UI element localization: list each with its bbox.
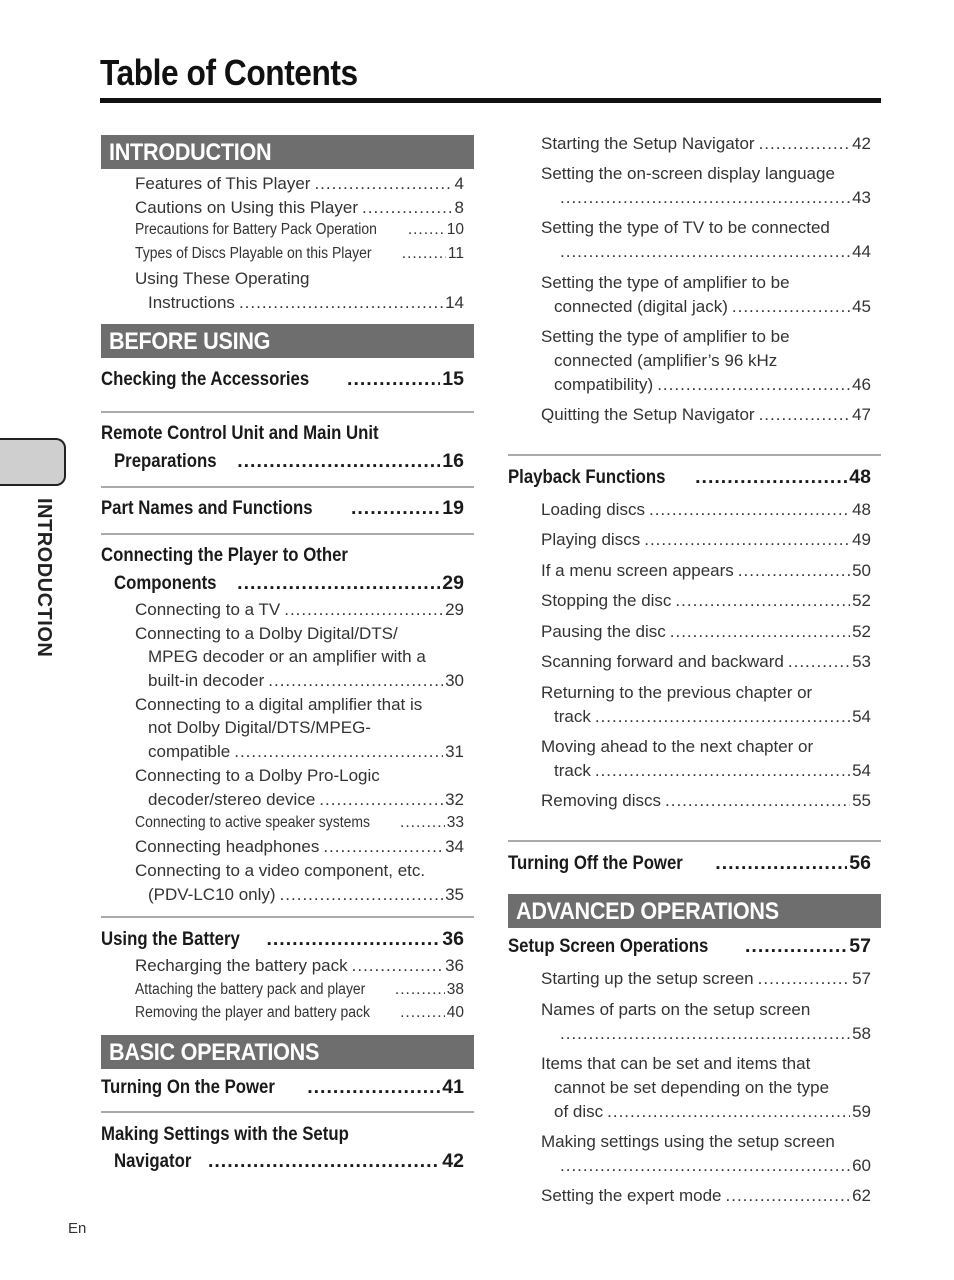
toc-entry-line1: Items that can be set and items that (541, 1054, 811, 1073)
toc-entry[interactable]: compatible ..... 31 (148, 742, 464, 762)
toc-chapter-power-on[interactable]: Turning On the Power ..... 41 (101, 1076, 464, 1099)
separator (101, 411, 474, 413)
toc-entry[interactable]: ..... 58 (560, 1024, 871, 1044)
toc-chapter-line1: Making Settings with the Setup (101, 1123, 349, 1145)
toc-entry[interactable]: Quitting the Setup Navigator ..... 47 (541, 405, 871, 425)
toc-chapter-setup-navigator[interactable]: Navigator ..... 42 (114, 1150, 464, 1173)
toc-entry[interactable]: track ..... 54 (554, 761, 871, 781)
toc-entry[interactable]: If a menu screen appears ..... 50 (541, 561, 871, 581)
toc-entry-line1: Names of parts on the setup screen (541, 1000, 811, 1019)
section-header-advanced-operations: ADVANCED OPERATIONS (508, 894, 881, 928)
toc-entry[interactable]: Scanning forward and backward ..... 53 (541, 652, 871, 672)
toc-chapter-setup-screen[interactable]: Setup Screen Operations ..... 57 (508, 935, 871, 958)
toc-entry[interactable]: (PDV-LC10 only) ..... 35 (148, 885, 464, 905)
toc-entry[interactable]: Connecting headphones ..... 34 (135, 837, 464, 857)
toc-entry-line1: Moving ahead to the next chapter or (541, 737, 814, 756)
toc-entry[interactable]: compatibility) ..... 46 (554, 375, 871, 395)
separator (101, 1111, 474, 1113)
footer-language-label: En (68, 1220, 87, 1237)
toc-entry[interactable]: Removing discs ..... 55 (541, 791, 871, 811)
toc-entry[interactable]: Connecting to active speaker systems ..... 33 (135, 814, 464, 832)
section-header-before-using: BEFORE USING (101, 324, 474, 358)
toc-chapter-connecting[interactable]: Components ..... 29 (114, 572, 464, 595)
toc-entry-line1: Setting the type of amplifier to be (541, 327, 790, 346)
separator (508, 840, 881, 842)
toc-entry-line1: Using These Operating (135, 269, 310, 288)
toc-chapter-power-off[interactable]: Turning Off the Power ..... 56 (508, 852, 871, 875)
toc-entry[interactable]: Types of Discs Playable on this Player ..... 11 (135, 245, 464, 263)
toc-entry[interactable]: ..... 43 (560, 188, 871, 208)
side-tab-label: INTRODUCTION (33, 498, 55, 658)
toc-entry[interactable]: Stopping the disc ..... 52 (541, 591, 871, 611)
toc-chapter-line1: Connecting the Player to Other (101, 544, 348, 566)
toc-entry[interactable]: Playing discs ..... 49 (541, 530, 871, 550)
separator (508, 454, 881, 456)
toc-entry-line1: Connecting to a digital amplifier that is (135, 695, 423, 714)
toc-entry-line1: Connecting to a Dolby Digital/DTS/ (135, 624, 398, 643)
page-title: Table of Contents (100, 52, 358, 93)
toc-entry-line2: cannot be set depending on the type (554, 1078, 830, 1097)
toc-entry[interactable]: Removing the player and battery pack ..... 40 (135, 1004, 464, 1022)
toc-entry-line1: Returning to the previous chapter or (541, 683, 813, 702)
toc-chapter-remote-control[interactable]: Preparations ..... 16 (114, 450, 464, 473)
toc-entry[interactable]: Precautions for Battery Pack Operation ..... 10 (135, 221, 464, 239)
toc-chapter-checking-accessories[interactable]: Checking the Accessories ..... 15 (101, 368, 464, 391)
separator (101, 486, 474, 488)
toc-entry[interactable]: Starting up the setup screen ..... 57 (541, 969, 871, 989)
toc-entry[interactable]: ..... 44 (560, 242, 871, 262)
toc-entry[interactable]: built-in decoder ..... 30 (148, 671, 464, 691)
toc-entry-line2: not Dolby Digital/DTS/MPEG- (148, 718, 371, 737)
toc-entry-line2: MPEG decoder or an amplifier with a (148, 647, 426, 666)
toc-entry[interactable]: Connecting to a TV ..... 29 (135, 600, 464, 620)
toc-chapter-line1: Remote Control Unit and Main Unit (101, 422, 379, 444)
toc-chapter-battery[interactable]: Using the Battery ..... 36 (101, 928, 464, 951)
toc-entry-line1: Setting the type of TV to be connected (541, 218, 830, 237)
title-rule (100, 98, 881, 103)
toc-entry-line1: Connecting to a video component, etc. (135, 861, 426, 880)
side-tab[interactable] (0, 438, 66, 486)
toc-entry[interactable]: decoder/stereo device ..... 32 (148, 790, 464, 810)
toc-entry[interactable]: of disc ..... 59 (554, 1102, 871, 1122)
separator (101, 533, 474, 535)
toc-entry[interactable]: Features of This Player ..... 4 (135, 174, 464, 194)
toc-entry[interactable]: Attaching the battery pack and player ..... 38 (135, 981, 464, 999)
toc-entry-line1: Connecting to a Dolby Pro-Logic (135, 766, 380, 785)
toc-entry-line1: Making settings using the setup screen (541, 1132, 835, 1151)
toc-entry[interactable]: track ..... 54 (554, 707, 871, 727)
toc-chapter-playback[interactable]: Playback Functions ..... 48 (508, 466, 871, 489)
section-header-introduction: INTRODUCTION (101, 135, 474, 169)
toc-entry[interactable]: ..... 60 (560, 1156, 871, 1176)
toc-entry[interactable]: connected (digital jack) ..... 45 (554, 297, 871, 317)
toc-chapter-part-names[interactable]: Part Names and Functions ..... 19 (101, 497, 464, 520)
toc-entry[interactable]: Starting the Setup Navigator ..... 42 (541, 134, 871, 154)
toc-entry[interactable]: Recharging the battery pack ..... 36 (135, 956, 464, 976)
toc-entry-line2: connected (amplifier’s 96 kHz (554, 351, 778, 370)
separator (101, 916, 474, 918)
toc-entry[interactable]: Pausing the disc ..... 52 (541, 622, 871, 642)
toc-entry[interactable]: Instructions ..... 14 (148, 293, 464, 313)
section-header-basic-operations: BASIC OPERATIONS (101, 1035, 474, 1069)
toc-entry[interactable]: Cautions on Using this Player ..... 8 (135, 198, 464, 218)
toc-entry-line1: Setting the type of amplifier to be (541, 273, 790, 292)
toc-entry[interactable]: Loading discs ..... 48 (541, 500, 871, 520)
toc-entry[interactable]: Setting the expert mode ..... 62 (541, 1186, 871, 1206)
toc-entry-line1: Setting the on-screen display language (541, 164, 835, 183)
